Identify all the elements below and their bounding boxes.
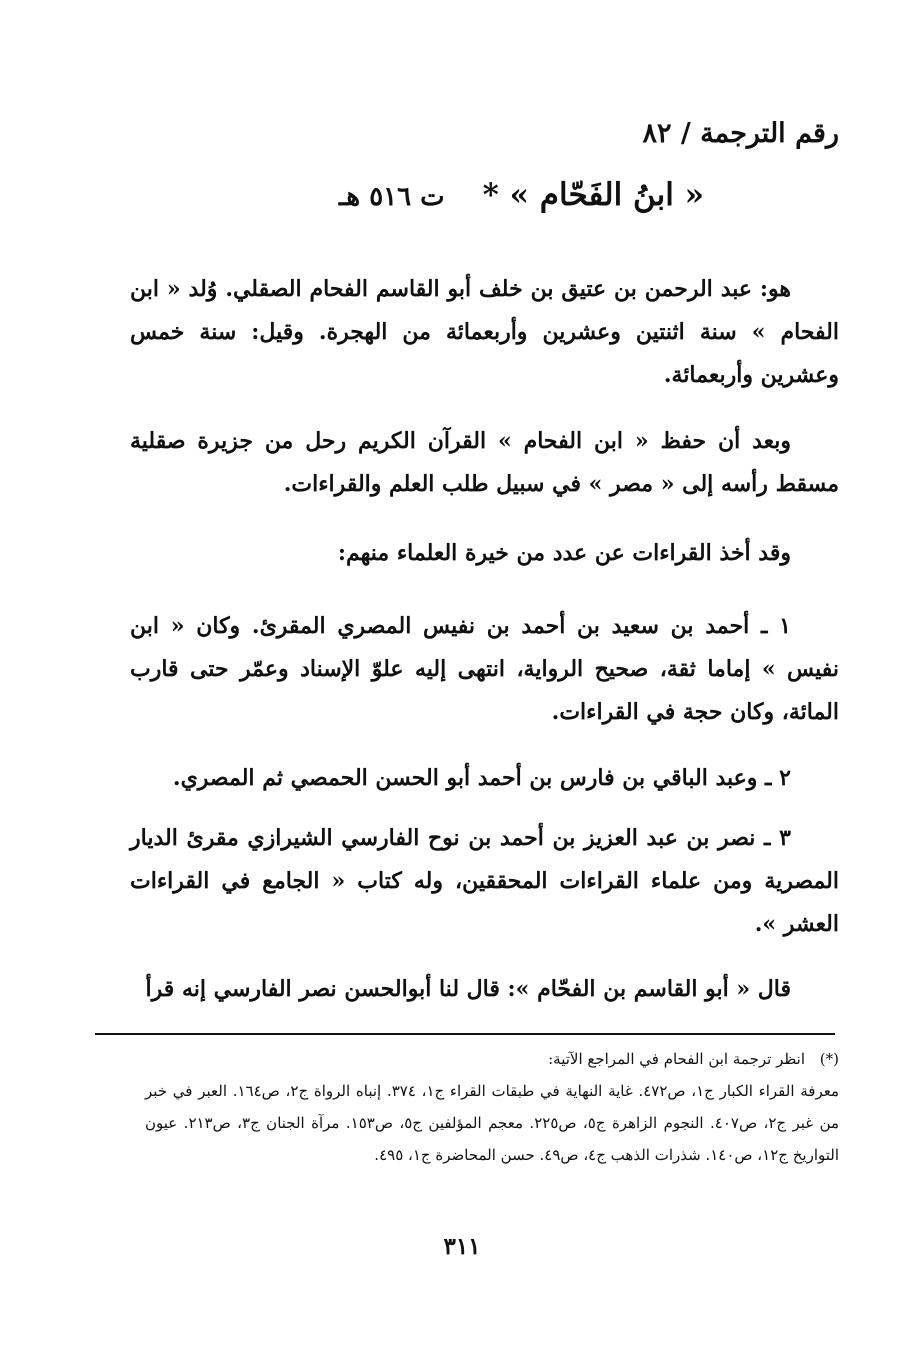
footnote	[145, 1043, 839, 1171]
paragraph-teachers-intro: وقد أخذ القراءات عن عدد من خيرة العلماء منهم:	[337, 540, 791, 566]
translation-number: رقم الترجمة / ٨٢	[642, 118, 839, 149]
death-date: ت ٥١٦ هـ	[338, 182, 445, 212]
paragraph-teacher-1: ١ ـ أحمد بن سعيد بن أحمد بن نفيس المصري المقرئ. وكان « ابن نفيس » إماما ثقة، صحيح الرواية، انتهى إليه علوّ الإسناد وعمّر حتى قارب المائة، وكان حجة في القراءات.	[130, 613, 839, 725]
paragraph-travel: وبعد أن حفظ « ابن الفحام » القرآن الكريم رحل من جزيرة صقلية مسقط رأسه إلى « مصر » في سبيل طلب العلم والقراءات.	[130, 428, 839, 497]
footnote-intro: انظر ترجمة ابن الفحام في المراجع الآتية:	[548, 1050, 805, 1068]
footnote-intro-line	[145, 1043, 839, 1075]
entry-title: « ابنُ الفَحّام » *	[482, 177, 704, 213]
paragraph-biography: هو: عبد الرحمن بن عتيق بن خلف أبو القاسم الفحام الصقلي. وُلد « ابن الفحام » سنة اثنتين وعشرين وأربعمائة من الهجرة. وقيل: سنة خمس وعشرين وأربعمائة.	[130, 276, 839, 388]
footnote-references: معرفة القراء الكبار ج١، ص٤٧٢. غاية النهاية في طبقات القراء ج١، ٣٧٤. إنباه الرواة ج٢، ص١٦٤. العبر في خبر من غبر ج٢، ص٤٠٧. النجوم الزاهرة ج٥، ص٢٢٥. معجم المؤلفين ج٥، ص١٥٣. مرآة الجنان ج٣، ص٢١٣. عيون التواريخ ج١٢، ص١٤٠. شذرات الذهب ج٤، ص٤٩. حسن المحاضرة ج١، ٤٩٥.	[145, 1082, 840, 1164]
paragraph-teacher-2: ٢ ـ وعبد الباقي بن فارس بن أحمد أبو الحسن الحمصي ثم المصري.	[172, 765, 791, 791]
entry-heading	[339, 177, 704, 213]
page-number: ٣١١	[443, 1233, 481, 1260]
footnote-marker: (*)	[819, 1050, 839, 1068]
footnote-divider	[95, 1033, 835, 1035]
paragraph-quote: قال « أبو القاسم بن الفحّام »: قال لنا أبوالحسن نصر الفارسي إنه قرأ	[145, 976, 791, 1002]
paragraph-teacher-3: ٣ ـ نصر بن عبد العزيز بن أحمد بن نوح الفارسي الشيرازي مقرئ الديار المصرية ومن علماء القراءات المحققين، وله كتاب « الجامع في القراءات العشر ».	[130, 825, 839, 937]
